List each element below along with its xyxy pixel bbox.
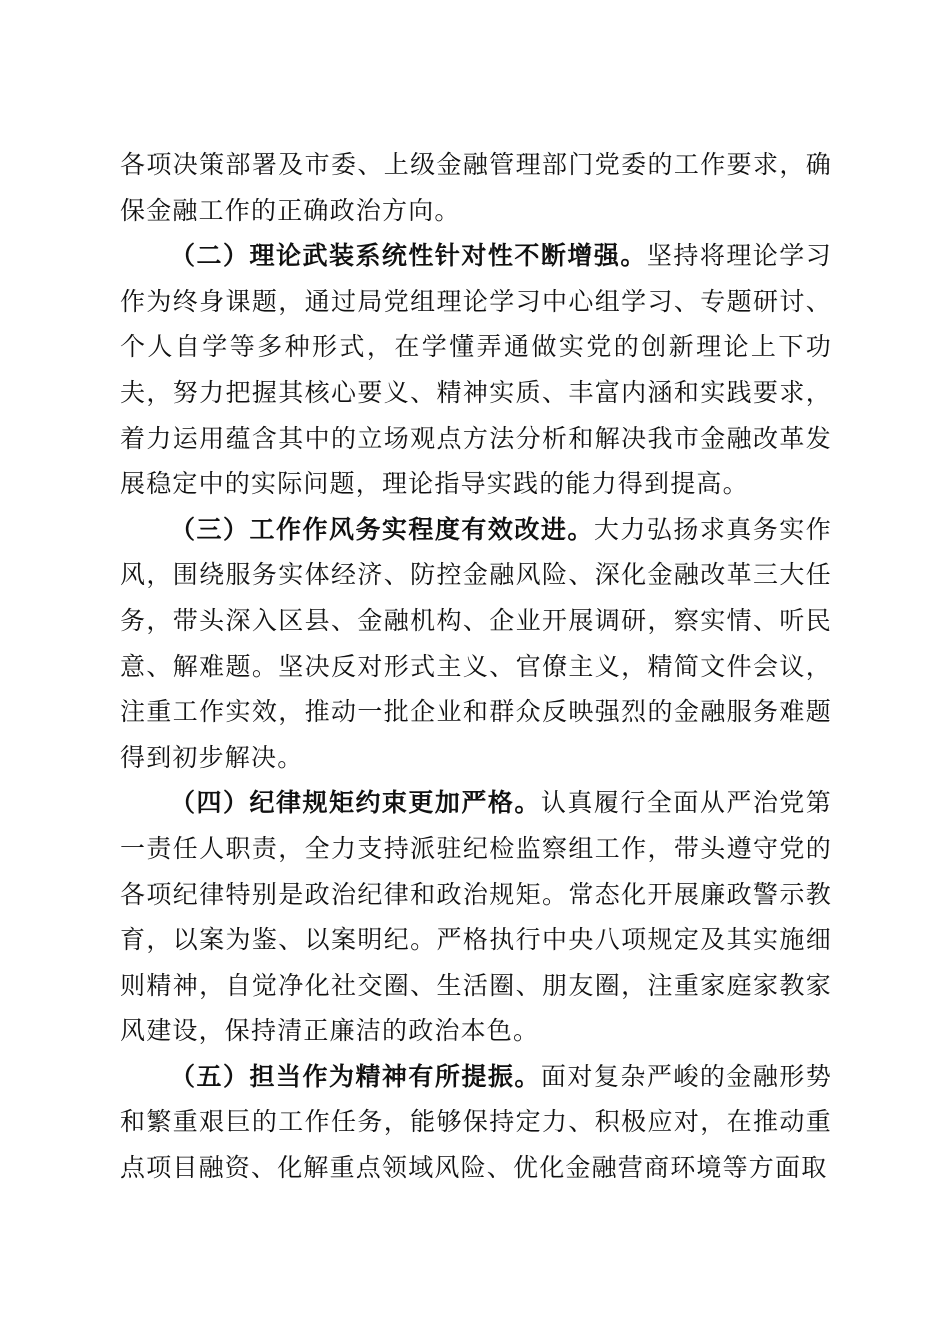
paragraph-body: 坚持将理论学习作为终身课题，通过局党组理论学习中心组学习、专题研讨、个人自学等多种形式，在学懂弄通做实党的创新理论上下功夫，努力把握其核心要义、精神实质、丰富内涵和实践要求，着力运用蕴含其中的立场观点方法分析和解决我市金融改革发展稳定中的实际问题，理论指导实践的能力得到提高。 (120, 241, 832, 499)
paragraph-heading: （二）理论武装系统性针对性不断增强。 (170, 241, 647, 271)
document-body (120, 142, 832, 1191)
paragraph-body: 认真履行全面从严治党第一责任人职责，全力支持派驻纪检监察组工作，带头遵守党的各项纪律特别是政治纪律和政治规矩。常态化开展廉政警示教育，以案为鉴、以案明纪。严格执行中央八项规定及其实施细则精神，自觉净化社交圈、生活圈、朋友圈，注重家庭家教家风建设，保持清正廉洁的政治本色。 (120, 788, 833, 1046)
paragraph-responsibility (120, 1054, 832, 1191)
paragraph-heading: （三）工作作风务实程度有效改进。 (170, 514, 594, 544)
paragraph-body: 面对复杂严峻的金融形势和繁重艰巨的工作任务，能够保持定力、积极应对，在推动重点项目融资、化解重点领域风险、优化金融营商环境等方面取 (120, 1061, 833, 1183)
paragraph-discipline (120, 780, 832, 1054)
paragraph-body: 各项决策部署及市委、上级金融管理部门党委的工作要求，确保金融工作的正确政治方向。 (120, 150, 832, 225)
paragraph-body: 大力弘扬求真务实作风，围绕服务实体经济、防控金融风险、深化金融改革三大任务，带头深入区县、金融机构、企业开展调研，察实情、听民意、解难题。坚决反对形式主义、官僚主义，精简文件会议，注重工作实效，推动一批企业和群众反映强烈的金融服务难题得到初步解决。 (120, 514, 832, 772)
paragraph-work-style (120, 507, 832, 781)
paragraph-heading: （五）担当作为精神有所提振。 (170, 1061, 541, 1091)
paragraph-theory-study (120, 233, 832, 507)
paragraph-heading: （四）纪律规矩约束更加严格。 (170, 788, 541, 818)
paragraph-continuation (120, 142, 832, 233)
